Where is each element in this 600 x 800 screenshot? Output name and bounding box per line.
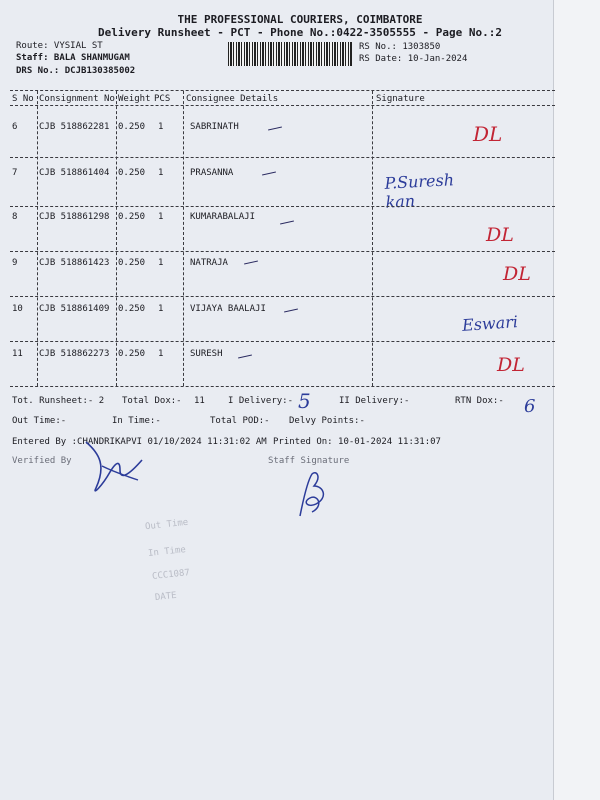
row-sno: 8 — [12, 212, 18, 222]
row-sno: 6 — [12, 122, 18, 132]
row-weight: 0.250 — [118, 168, 146, 178]
company-title: THE PROFESSIONAL COURIERS, COIMBATORE — [177, 13, 423, 26]
verifier-signature — [80, 436, 150, 500]
row-consignee: NATRAJA — [190, 258, 228, 268]
row-pcs: 1 — [158, 168, 164, 178]
row-consignee: SURESH — [190, 349, 223, 359]
row-pcs: 1 — [158, 212, 164, 222]
row-signature: DL — [497, 354, 525, 376]
row-rule — [10, 341, 555, 342]
tick-mark — [280, 221, 294, 225]
row-weight: 0.250 — [118, 212, 146, 222]
row-weight: 0.250 — [118, 122, 146, 132]
row-weight: 0.250 — [118, 304, 146, 314]
row-weight: 0.250 — [118, 349, 146, 359]
col-weight: Weight — [118, 94, 151, 104]
table-bottom-rule — [10, 386, 555, 387]
row-consignment: CJB 518861423 — [39, 258, 110, 268]
i-delivery-label: I Delivery:- — [228, 396, 294, 406]
bleed-through-text: CCC1087 — [151, 568, 191, 582]
row-pcs: 1 — [158, 122, 164, 132]
total-dox-value: 11 — [194, 396, 205, 406]
row-pcs: 1 — [158, 349, 164, 359]
row-pcs: 1 — [158, 258, 164, 268]
tick-mark — [244, 261, 258, 265]
row-sno: 7 — [12, 168, 18, 178]
row-sno: 9 — [12, 258, 18, 268]
staff-signature — [290, 466, 338, 522]
row-signature: Eswari — [461, 312, 519, 335]
row-consignment: CJB 518861404 — [39, 168, 110, 178]
col-consignee: Consignee Details — [186, 94, 279, 104]
row-consignment: CJB 518861409 — [39, 304, 110, 314]
route-label: Route: VYSIAL ST — [16, 41, 103, 51]
staff-signature-label: Staff Signature — [268, 456, 350, 466]
total-pod-label: Total POD:- — [210, 416, 270, 426]
col-pcs: PCS — [154, 94, 171, 104]
col-signature: Signature — [376, 94, 425, 104]
delvy-points-label: Delvy Points:- — [289, 416, 365, 426]
i-delivery-value: 5 — [298, 389, 311, 413]
bleed-through-text: DATE — [154, 590, 178, 604]
tot-runsheet: Tot. Runsheet:- 2 — [12, 396, 105, 406]
printed-on: Printed On: 10-01-2024 11:31:07 — [273, 437, 441, 447]
row-sno: 10 — [12, 304, 23, 314]
row-signature: DL — [503, 263, 531, 285]
tick-mark — [284, 309, 298, 313]
row-signature: DL — [486, 224, 514, 246]
barcode — [228, 42, 352, 66]
row-weight: 0.250 — [118, 258, 146, 268]
ii-delivery-label: II Delivery:- — [339, 396, 410, 406]
rs-date: RS Date: 10-Jan-2024 — [359, 54, 468, 64]
row-pcs: 1 — [158, 304, 164, 314]
row-consignee: PRASANNA — [190, 168, 234, 178]
row-consignee: SABRINATH — [190, 122, 239, 132]
row-signature: P.Suresh kan — [384, 170, 455, 212]
header-bottom-rule — [10, 105, 555, 106]
verified-by-label: Verified By — [12, 456, 72, 466]
row-signature: DL — [473, 122, 503, 146]
table-top-rule — [10, 90, 555, 91]
row-consignment: CJB 518862273 — [39, 349, 110, 359]
rs-number: RS No.: 1303850 — [359, 42, 441, 52]
rtn-dox-label: RTN Dox:- — [455, 396, 504, 406]
entered-by: Entered By :CHANDRIKAPVI 01/10/2024 11:31:02 AM — [12, 437, 267, 447]
row-rule — [10, 157, 555, 158]
out-time-label: Out Time:- — [12, 416, 67, 426]
row-rule — [10, 296, 555, 297]
rtn-dox-value: 6 — [524, 396, 536, 417]
row-consignee: VIJAYA BAALAJI — [190, 304, 266, 314]
drs-number: DRS No.: DCJB130385002 — [16, 66, 136, 76]
bleed-through-text: In Time — [147, 545, 187, 559]
col-consignment: Consignment No — [39, 94, 115, 104]
row-sno: 11 — [12, 349, 23, 359]
paper-edge — [553, 0, 554, 800]
tick-mark — [238, 355, 252, 359]
staff-label: Staff: BALA SHANMUGAM — [16, 53, 130, 63]
bleed-through-text: Out Time — [144, 517, 189, 533]
paper-edge-shadow — [554, 0, 600, 800]
tick-mark — [262, 172, 276, 176]
row-rule — [10, 206, 555, 207]
row-consignee: KUMARABALAJI — [190, 212, 256, 222]
runsheet-title: Delivery Runsheet - PCT - Phone No.:0422-3505555 - Page No.:2 — [98, 26, 502, 39]
row-consignment: CJB 518862281 — [39, 122, 110, 132]
total-dox-label: Total Dox:- — [122, 396, 182, 406]
in-time-label: In Time:- — [112, 416, 161, 426]
col-sno: S No — [12, 94, 34, 104]
row-rule — [10, 251, 555, 252]
row-consignment: CJB 518861298 — [39, 212, 110, 222]
tick-mark — [268, 127, 282, 131]
